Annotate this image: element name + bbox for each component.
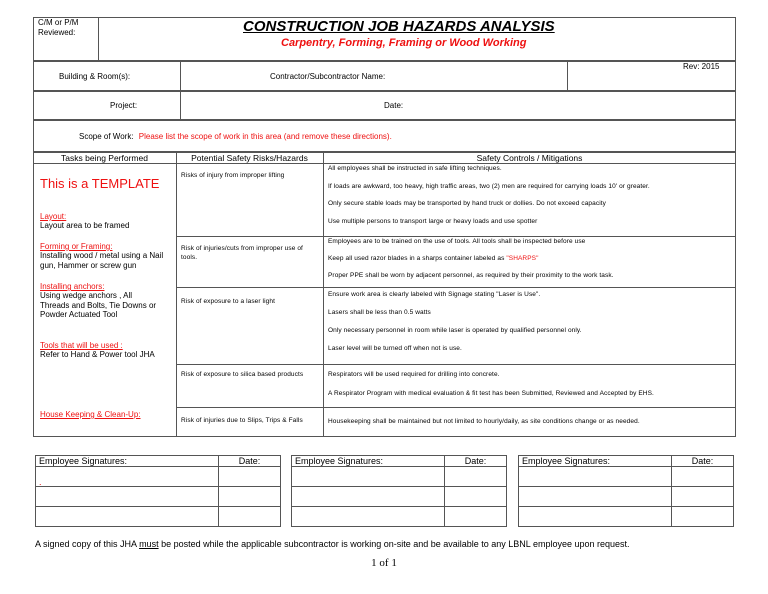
sig3-header-employee: Employee Signatures: (519, 456, 672, 467)
control-laser-1: Ensure work area is clearly labeled with Signage stating "Laser is Use". (328, 291, 541, 298)
sig3-row2-date[interactable] (672, 487, 734, 507)
reviewed-label: C/M or P/M Reviewed: (38, 18, 79, 37)
sig2-row2-date[interactable] (445, 487, 507, 507)
control-tools-2-text: Keep all used razor blades in a sharps container labeled as (328, 255, 505, 262)
row-line-1 (176, 236, 736, 237)
contractor-label: Contractor/Subcontractor Name: (270, 72, 386, 81)
control-lifting-4: Use multiple persons to transport large or heavy loads and use spotter (328, 218, 538, 225)
notice-before: A signed copy of this JHA (35, 539, 140, 549)
risk-tools: Risk of injuries/cuts from improper use of tools. (181, 245, 303, 261)
control-silica-1: Respirators will be used required for drilling into concrete. (328, 371, 500, 378)
task-forming-text: Installing wood / metal using a Nail gun, Hammer or screw gun (40, 251, 164, 270)
risk-silica: Risk of exposure to silica based products (181, 371, 304, 378)
col-divider-2 (323, 152, 324, 437)
col-header-risks: Potential Safety Risks/Hazards (191, 153, 308, 163)
control-tools-3: Proper PPE shall be worn by adjacent personnel, as required by their proximity to the work task. (328, 272, 614, 279)
control-silica-2: A Respirator Program with medical evaluation & fit test has been Submitted, Reviewed and Accepted by EHS. (328, 390, 654, 397)
risk-slips: Risk of injuries due to Slips, Trips & Falls (181, 417, 303, 424)
rev-divider (567, 61, 568, 91)
task-tools-heading: Tools that will be used : (40, 341, 123, 350)
notice-after: be posted while the applicable subcontractor is working on-site and be available to any LBNL employee upon request. (158, 539, 630, 549)
sig3-row1-name[interactable] (519, 467, 672, 487)
row-line-3 (176, 364, 736, 365)
control-laser-3: Only necessary personnel in room while laser is operated by qualified personnel only. (328, 327, 582, 334)
control-tools-2 (328, 255, 539, 262)
signature-table-3 (518, 455, 734, 527)
posting-notice (35, 539, 630, 549)
date-label: Date: (384, 101, 404, 110)
sig1-row2-name[interactable] (36, 487, 219, 507)
column-header-line (33, 163, 736, 164)
sig2-row3-name[interactable] (292, 507, 445, 527)
notice-must: must (139, 539, 159, 549)
sig1-row1-date[interactable] (219, 467, 281, 487)
scope-label-text: Scope of Work: (79, 132, 134, 141)
control-laser-4: Laser level will be turned off when not is use. (328, 345, 462, 352)
task-forming-heading: Forming or Framing: (40, 242, 113, 251)
control-tools-1: Employees are to be trained on the use of tools. All tools shall be inspected before use (328, 238, 586, 245)
control-laser-2: Lasers shall be less than 0.5 watts (328, 309, 431, 316)
project-divider (180, 91, 181, 120)
sig3-row1-date[interactable] (672, 467, 734, 487)
signature-table-2 (291, 455, 507, 527)
sig1-row2-date[interactable] (219, 487, 281, 507)
col-divider-1 (176, 152, 177, 437)
sig3-row2-name[interactable] (519, 487, 672, 507)
rev-label: Rev: 2015 (683, 62, 720, 71)
sig2-row2-name[interactable] (292, 487, 445, 507)
sig3-header-date: Date: (672, 456, 734, 467)
risk-laser: Risk of exposure to a laser light (181, 298, 275, 305)
sig1-header-date: Date: (219, 456, 281, 467)
sig2-header-employee: Employee Signatures: (292, 456, 445, 467)
row-line-2 (176, 287, 736, 288)
template-note: This is a TEMPLATE (40, 176, 160, 191)
project-label: Project: (110, 101, 138, 110)
task-anchors-heading: Installing anchors: (40, 282, 105, 291)
risk-lifting: Risks of injury from improper lifting (181, 172, 285, 179)
task-tools-text: Refer to Hand & Power tool JHA (40, 350, 155, 359)
sig1-header-employee: Employee Signatures: (36, 456, 219, 467)
sharps-label: "SHARPS" (506, 255, 539, 262)
task-layout-heading: Layout: (40, 212, 67, 221)
sig3-row3-date[interactable] (672, 507, 734, 527)
sig1-mark: . (39, 477, 42, 487)
sig3-row3-name[interactable] (519, 507, 672, 527)
page-subtitle: Carpentry, Forming, Framing or Wood Working (281, 37, 527, 49)
control-lifting-3: Only secure stable loads may be transported by hand truck or dollies. Do not exceed capacity (328, 200, 607, 207)
sig2-header-date: Date: (445, 456, 507, 467)
sig2-row1-name[interactable] (292, 467, 445, 487)
page-number: 1 of 1 (371, 557, 397, 569)
control-lifting-1: All employees shall be instructed in safe lifting techniques. (328, 165, 502, 172)
col-header-controls: Safety Controls / Mitigations (476, 153, 583, 163)
sig1-row3-name[interactable] (36, 507, 219, 527)
sig2-row1-date[interactable] (445, 467, 507, 487)
signature-table-1 (35, 455, 281, 527)
sig2-row3-date[interactable] (445, 507, 507, 527)
header-divider (98, 17, 99, 61)
row-line-4 (176, 407, 736, 408)
sig1-row1-name[interactable] (36, 467, 219, 487)
building-divider (180, 61, 181, 91)
sig1-row3-date[interactable] (219, 507, 281, 527)
col-header-tasks: Tasks being Performed (61, 153, 148, 163)
control-slips-1: Housekeeping shall be maintained but not limited to hourly/daily, as site conditions change or as needed. (328, 418, 640, 425)
task-anchors-text: Using wedge anchors , All Threads and Bolts, Tie Downs or Powder Actuated Tool (40, 291, 157, 319)
scope-instructions: Please list the scope of work in this area (and remove these directions). (138, 132, 392, 141)
page-title: CONSTRUCTION JOB HAZARDS ANALYSIS (243, 18, 555, 35)
building-label: Building & Room(s): (59, 72, 131, 81)
task-layout-text: Layout area to be framed (40, 221, 130, 230)
control-lifting-2: If loads are awkward, too heavy, high traffic areas, two (2) men are required for carrying loads 10' or greater. (328, 183, 650, 190)
scope-label (79, 132, 392, 141)
task-housekeeping-heading: House Keeping & Clean-Up: (40, 410, 141, 419)
